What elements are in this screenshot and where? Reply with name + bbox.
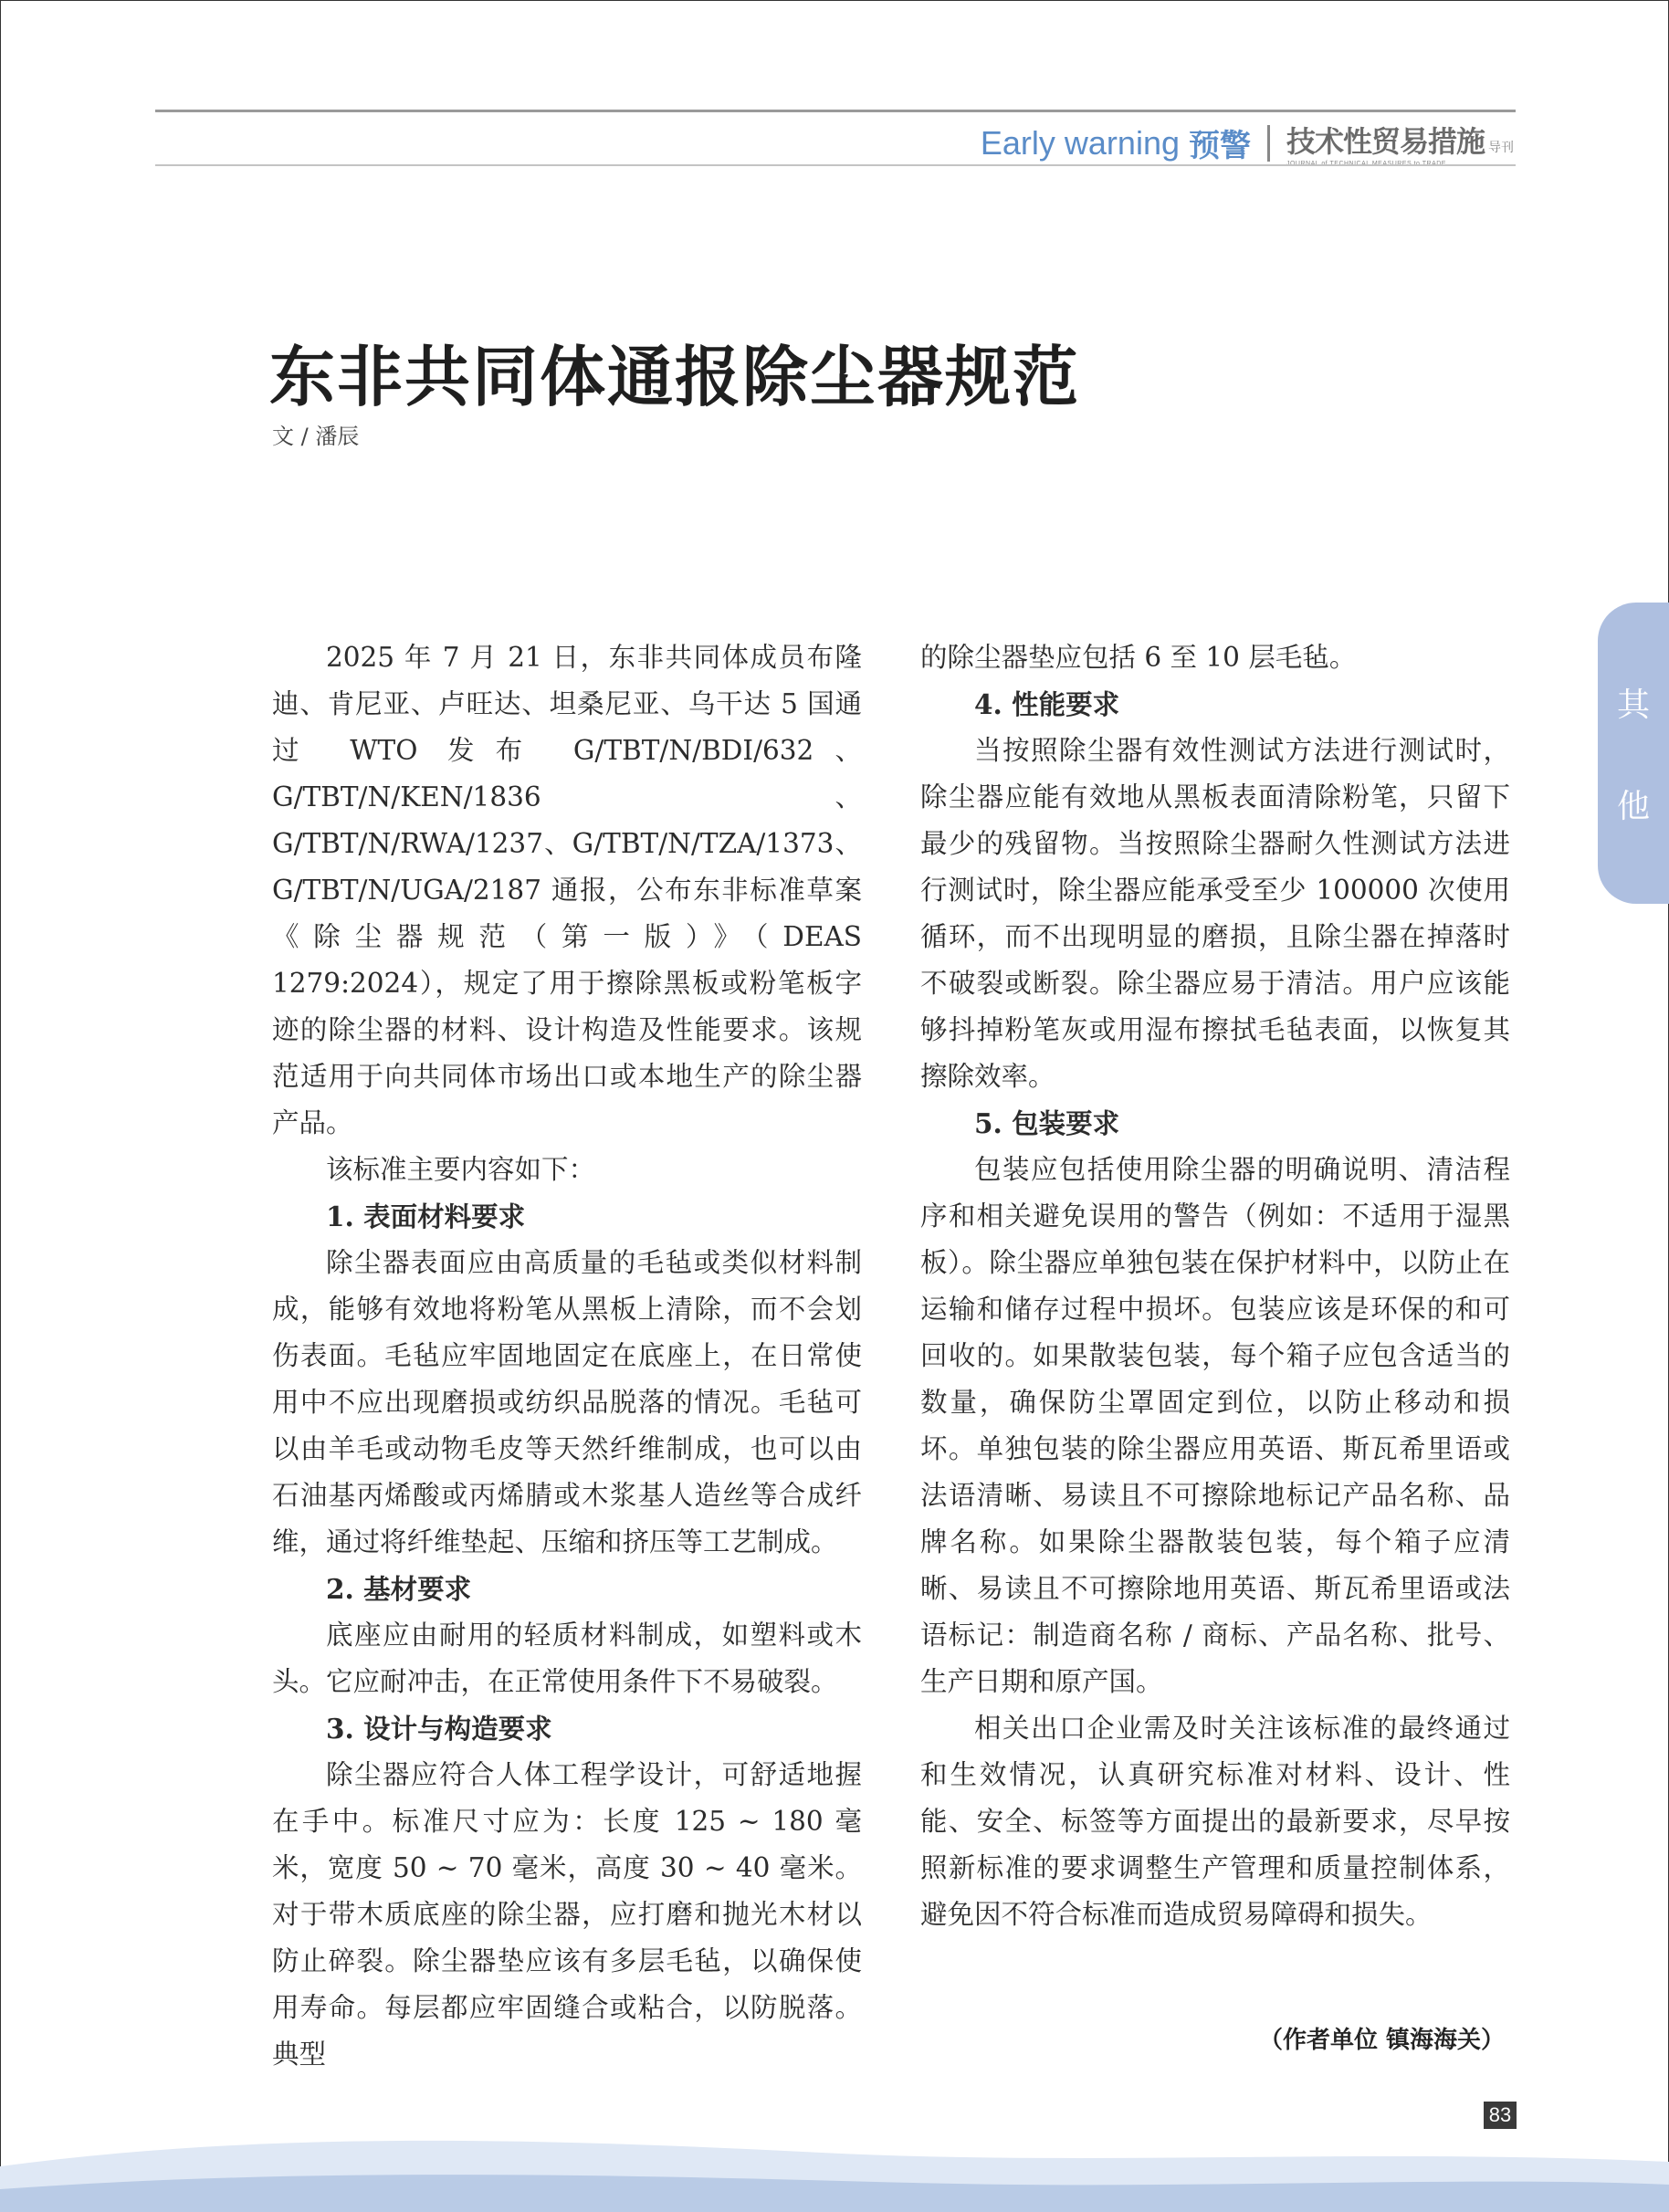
heading-design-construction: 3. 设计与构造要求 <box>326 1713 552 1745</box>
journal-logo <box>1286 119 1514 167</box>
header-rule-bottom <box>155 164 1516 166</box>
running-header <box>981 119 1514 167</box>
header-separator <box>1267 125 1270 162</box>
header-rule-top <box>155 110 1516 112</box>
paragraph-performance: 当按照除尘器有效性测试方法进行测试时，除尘器应能有效地从黑板表面清除粉笔，只留下最少的残留物。当按照除尘器耐久性测试方法进行测试时，除尘器应能承受至少 100000 次使用循环，而不出现明显的磨损，且除尘器在掉落时不破裂或断裂。除尘器应易于清洁。用户应该能够抖掉粉笔灰或用湿布擦拭毛毡表面，以恢复其擦除效率。 <box>920 735 1510 1092</box>
paragraph-conclusion: 相关出口企业需及时关注该标准的最终通过和生效情况，认真研究标准对材料、设计、性能、安全、标签等方面提出的最新要求，尽早按照新标准的要求调整生产管理和质量控制体系，避免因不符合标准而造成贸易障碍和损失。 <box>920 1713 1510 1930</box>
footer-wave-decoration <box>0 2112 1669 2212</box>
body-column-left <box>272 634 862 2078</box>
heading-surface-material: 1. 表面材料要求 <box>326 1200 526 1232</box>
body-column-right <box>920 634 1510 1938</box>
heading-packaging: 5. 包装要求 <box>974 1107 1120 1139</box>
author-affiliation: （作者单位 镇海海关） <box>1258 2027 1505 2054</box>
journal-suffix: 导刊 <box>1488 141 1514 155</box>
paragraph-summary-lead: 该标准主要内容如下： <box>326 1154 596 1185</box>
page-number: 83 <box>1484 2102 1517 2129</box>
section-label-cn: 预警 <box>1188 128 1251 164</box>
paragraph-intro: 2025 年 7 月 21 日，东非共同体成员布隆迪、肯尼亚、卢旺达、坦桑尼亚、乌干达 5 国通过 WTO 发布 G/TBT/N/BDI/632、G/TBT/N/KEN/1836、G/TBT/N/RWA/1237、G/TBT/N/TZA/1373、G/TBT/N/UGA/2187 通报，公布东非标准草案《除尘器规范（第一版）》（DEAS 1279:2024），规定了用于擦除黑板或粉笔板字迹的除尘器的材料、设计构造及性能要求。该规范适用于向共同体市场出口或本地生产的除尘器产品。 <box>272 642 862 1138</box>
paragraph-continued: 的除尘器垫应包括 6 至 10 层毛毡。 <box>920 642 1357 673</box>
heading-base-material: 2. 基材要求 <box>326 1573 472 1605</box>
paragraph-surface-material: 除尘器表面应由高质量的毛毡或类似材料制成，能够有效地将粉笔从黑板上清除，而不会划伤表面。毛毡应牢固地固定在底座上，在日常使用中不应出现磨损或纺织品脱落的情况。毛毡可以由羊毛或动物毛皮等天然纤维制成，也可以由石油基丙烯酸或丙烯腈或木浆基人造丝等合成纤维，通过将纤维垫起、压缩和挤压等工艺制成。 <box>272 1247 862 1557</box>
paragraph-base-material: 底座应由耐用的轻质材料制成，如塑料或木头。它应耐冲击，在正常使用条件下不易破裂。 <box>272 1620 862 1697</box>
article-byline: 文 / 潘辰 <box>272 424 360 449</box>
heading-performance: 4. 性能要求 <box>974 688 1120 720</box>
side-tab-char: 其 <box>1616 687 1650 724</box>
side-tab-char: 他 <box>1616 788 1650 825</box>
paragraph-packaging: 包装应包括使用除尘器的明确说明、清洁程序和相关避免误用的警告（例如：不适用于湿黑板）。除尘器应单独包装在保护材料中，以防止在运输和储存过程中损坏。包装应该是环保的和可回收的。如果散装包装，每个箱子应包含适当的数量，确保防尘罩固定到位，以防止移动和损坏。单独包装的除尘器应用英语、斯瓦希里语或法语清晰、易读且不可擦除地标记产品名称、品牌名称。如果除尘器散装包装，每个箱子应清晰、易读且不可擦除地用英语、斯瓦希里语或法语标记：制造商名称 / 商标、产品名称、批号、生产日期和原产国。 <box>920 1154 1510 1697</box>
section-label-en: Early warning <box>980 123 1180 162</box>
journal-name: 技术性贸易措施 <box>1286 124 1485 159</box>
article-title: 东非共同体通报除尘器规范 <box>269 339 1081 415</box>
paragraph-design-construction: 除尘器应符合人体工程学设计，可舒适地握在手中。标准尺寸应为：长度 125 ~ 180 毫米，宽度 50 ~ 70 毫米，高度 30 ~ 40 毫米。对于带木质底座的除尘器，应打磨和抛光木材以防止碎裂。除尘器垫应该有多层毛毡，以确保使用寿命。每层都应牢固缝合或粘合，以防脱落。典型 <box>272 1759 862 2070</box>
section-side-tab <box>1598 603 1669 904</box>
